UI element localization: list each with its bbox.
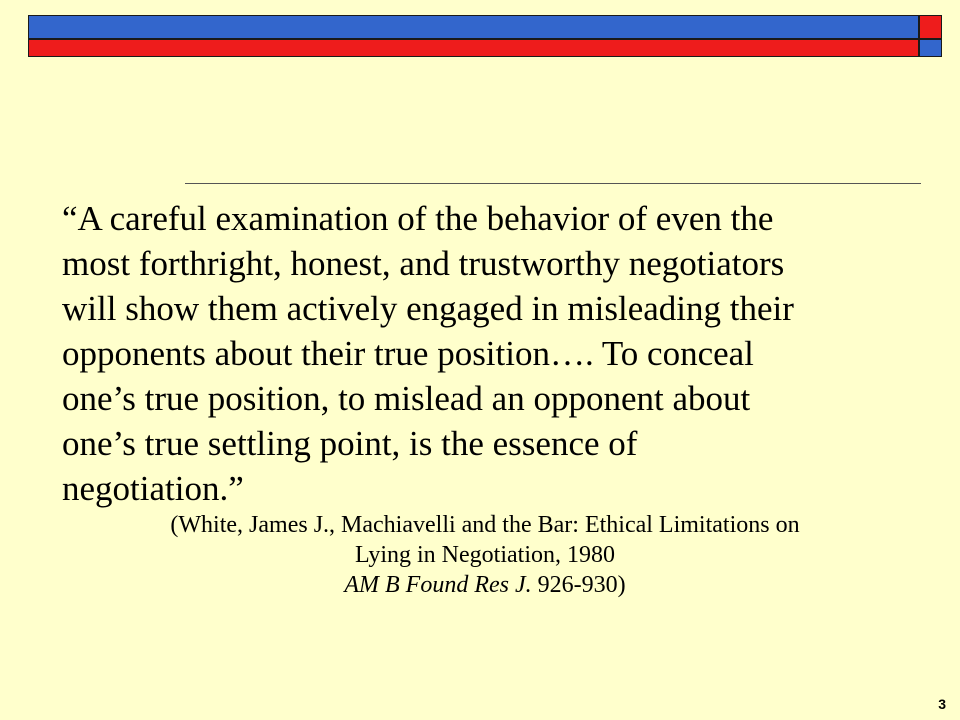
citation-line-title: Lying in Negotiation, 1980	[355, 542, 615, 568]
quote-line: negotiation.”	[62, 469, 244, 508]
quote-line: opponents about their true position…. To conceal	[62, 334, 754, 373]
quote-text	[62, 196, 902, 511]
header-square-red	[919, 15, 942, 39]
header-square-blue	[919, 39, 942, 57]
citation	[30, 510, 940, 600]
quote-line: will show them actively engaged in misleading their	[62, 289, 794, 328]
header-bar-blue	[28, 15, 919, 39]
citation-journal: AM B Found Res J.	[344, 572, 532, 598]
quote-line: most forthright, honest, and trustworthy negotiators	[62, 244, 785, 283]
title-divider	[185, 183, 921, 184]
citation-line-author: (White, James J., Machiavelli and the Bar: Ethical Limitations on	[170, 512, 800, 538]
header-bar-red	[28, 39, 919, 57]
quote-line: “A careful examination of the behavior of even the	[62, 199, 774, 238]
quote-line: one’s true settling point, is the essence of	[62, 424, 638, 463]
citation-line-source	[30, 570, 940, 600]
citation-pages: 926-930)	[531, 572, 626, 598]
quote-line: one’s true position, to mislead an opponent about	[62, 379, 751, 418]
page-number: 3	[938, 696, 946, 712]
